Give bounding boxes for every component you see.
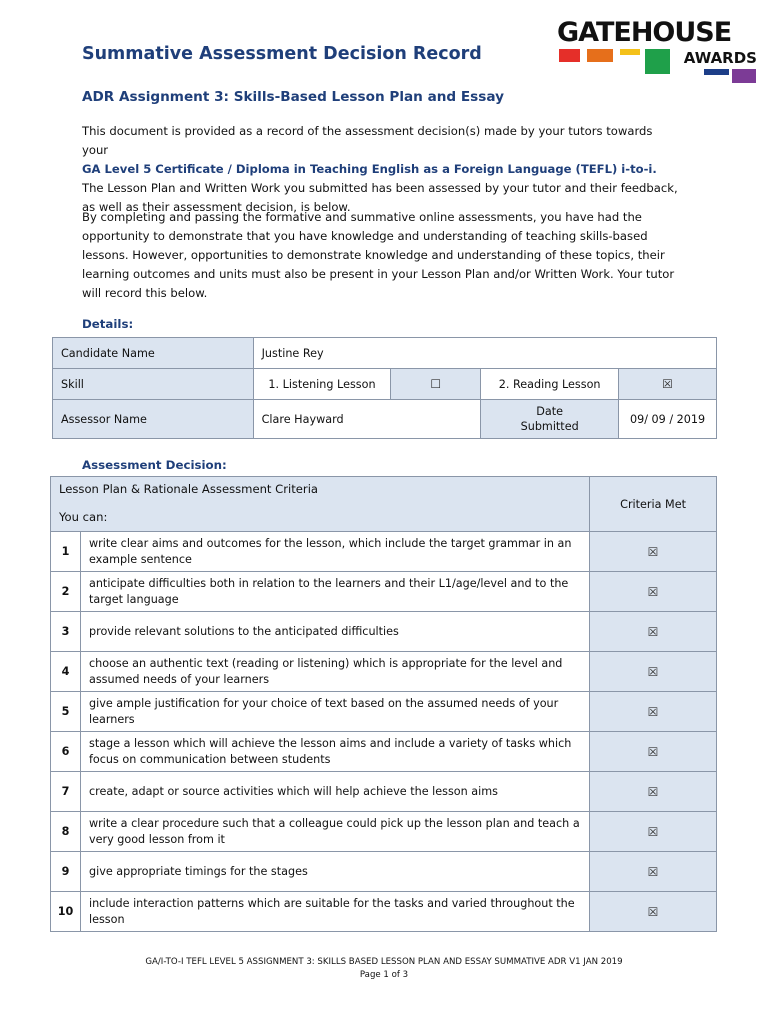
criteria-row — [51, 812, 717, 852]
criteria-header — [51, 477, 590, 532]
assessor-value: Clare Hayward — [253, 400, 481, 439]
criteria-met-checkbox[interactable]: ☒ — [590, 732, 717, 772]
logo-square-red — [559, 49, 580, 62]
criteria-met-checkbox[interactable]: ☒ — [590, 812, 717, 852]
candidate-label: Candidate Name — [53, 338, 254, 369]
criteria-number: 2 — [51, 572, 81, 612]
page-title: Summative Assessment Decision Record — [82, 44, 482, 64]
criteria-met-checkbox[interactable]: ☒ — [590, 652, 717, 692]
criteria-text: include interaction patterns which are suitable for the tasks and varied throughout the lesson — [80, 892, 589, 932]
criteria-number: 4 — [51, 652, 81, 692]
logo-wordmark: GATEHOUSE — [557, 17, 732, 48]
criteria-row — [51, 772, 717, 812]
intro-paragraph — [82, 122, 682, 217]
criteria-row — [51, 572, 717, 612]
criteria-met-checkbox[interactable]: ☒ — [590, 572, 717, 612]
date-label: Date Submitted — [481, 400, 619, 439]
logo-subtext: AWARDS — [683, 49, 757, 67]
assessor-label: Assessor Name — [53, 400, 254, 439]
criteria-body — [51, 532, 717, 932]
reading-checkbox[interactable]: ☒ — [619, 369, 717, 400]
criteria-row — [51, 852, 717, 892]
criteria-number: 9 — [51, 852, 81, 892]
criteria-number: 10 — [51, 892, 81, 932]
listening-label: 1. Listening Lesson — [253, 369, 391, 400]
criteria-row — [51, 892, 717, 932]
intro-line-3: The Lesson Plan and Written Work you submitted has been assessed by your tutor and their feedback, as well as their assessment decision, is below. — [82, 181, 678, 214]
criteria-met-checkbox[interactable]: ☒ — [590, 852, 717, 892]
qualification-name: GA Level 5 Certificate / Diploma in Teaching English as a Foreign Language (TEFL) i-to-i. — [82, 162, 657, 176]
criteria-number: 7 — [51, 772, 81, 812]
criteria-text: give ample justification for your choice of text based on the assumed needs of your learners — [80, 692, 589, 732]
criteria-text: write clear aims and outcomes for the lesson, which include the target grammar in an example sentence — [80, 532, 589, 572]
criteria-met-checkbox[interactable]: ☒ — [590, 612, 717, 652]
criteria-number: 8 — [51, 812, 81, 852]
intro-line-1: This document is provided as a record of the assessment decision(s) made by your tutors towards your — [82, 124, 653, 157]
criteria-text: write a clear procedure such that a colleague could pick up the lesson plan and teach a very good lesson from it — [80, 812, 589, 852]
decision-heading: Assessment Decision: — [82, 458, 227, 472]
candidate-row — [53, 338, 717, 369]
logo-square-yellow — [620, 49, 640, 55]
criteria-header-row — [51, 477, 717, 532]
gatehouse-logo — [557, 18, 757, 84]
details-table — [52, 337, 717, 439]
criteria-text: anticipate difficulties both in relation to the learners and their L1/age/level and to the target language — [80, 572, 589, 612]
reading-label: 2. Reading Lesson — [481, 369, 619, 400]
criteria-met-checkbox[interactable]: ☒ — [590, 892, 717, 932]
criteria-met-checkbox[interactable]: ☒ — [590, 532, 717, 572]
criteria-met-header: Criteria Met — [590, 477, 717, 532]
logo-square-orange — [587, 49, 613, 62]
logo-square-blue — [704, 69, 729, 75]
criteria-number: 6 — [51, 732, 81, 772]
skill-row — [53, 369, 717, 400]
criteria-row — [51, 692, 717, 732]
criteria-text: create, adapt or source activities which will help achieve the lesson aims — [80, 772, 589, 812]
criteria-text: stage a lesson which will achieve the lesson aims and include a variety of tasks which focus on communication between students — [80, 732, 589, 772]
criteria-number: 5 — [51, 692, 81, 732]
skill-label: Skill — [53, 369, 254, 400]
listening-checkbox[interactable]: ☐ — [391, 369, 481, 400]
criteria-met-checkbox[interactable]: ☒ — [590, 692, 717, 732]
criteria-text: choose an authentic text (reading or listening) which is appropriate for the level and assumed needs of your learners — [80, 652, 589, 692]
criteria-text: give appropriate timings for the stages — [80, 852, 589, 892]
criteria-row — [51, 652, 717, 692]
footer-doc-ref: GA/I-TO-I TEFL LEVEL 5 ASSIGNMENT 3: SKILLS BASED LESSON PLAN AND ESSAY SUMMATIVE ADR V1 JAN 2019 — [145, 957, 623, 967]
date-value: 09/ 09 / 2019 — [619, 400, 717, 439]
criteria-table — [50, 476, 717, 932]
criteria-number: 1 — [51, 532, 81, 572]
assessor-row — [53, 400, 717, 439]
criteria-header-subtitle: You can: — [59, 510, 108, 524]
criteria-met-checkbox[interactable]: ☒ — [590, 772, 717, 812]
details-heading: Details: — [82, 317, 134, 331]
criteria-header-title: Lesson Plan & Rationale Assessment Criteria — [59, 482, 319, 496]
criteria-row — [51, 612, 717, 652]
footer-page-number: Page 1 of 3 — [359, 970, 409, 980]
candidate-value: Justine Rey — [253, 338, 716, 369]
assessment-paragraph: By completing and passing the formative and summative online assessments, you have had the opportunity to demonstrate that you have knowledge and understanding of teaching skills-based lessons. However, opportunities to demonstrate knowledge and understanding of these topics, their learning outcomes and units must also be present in your Lesson Plan and/or Written Work. Your tutor will record this below. — [82, 210, 675, 300]
criteria-row — [51, 732, 717, 772]
criteria-text: provide relevant solutions to the anticipated difficulties — [80, 612, 589, 652]
logo-square-green — [645, 49, 670, 74]
criteria-row — [51, 532, 717, 572]
assignment-subtitle: ADR Assignment 3: Skills-Based Lesson Plan and Essay — [82, 89, 504, 105]
logo-square-purple — [732, 69, 756, 83]
criteria-number: 3 — [51, 612, 81, 652]
